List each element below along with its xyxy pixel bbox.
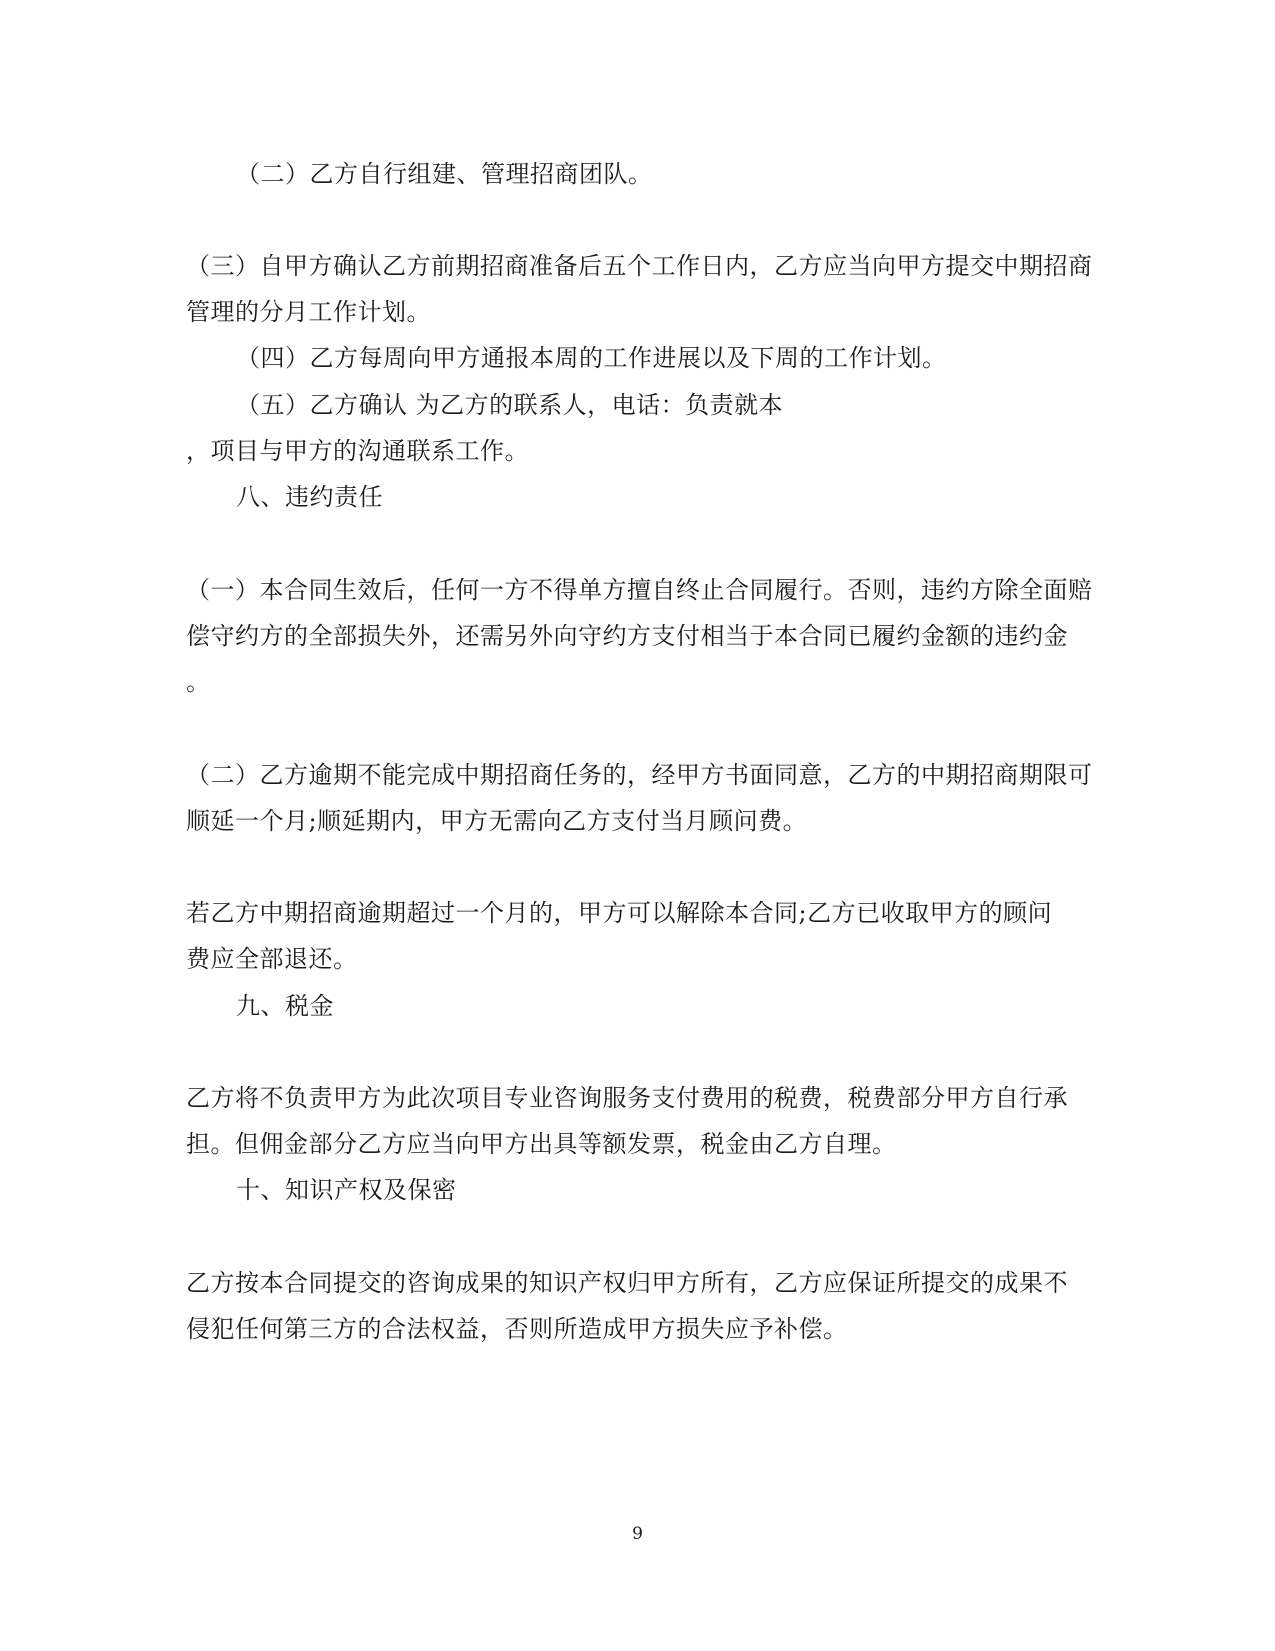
- clause-8-2-line-1: （二）乙方逾期不能完成中期招商任务的，经甲方书面同意，乙方的中期招商期限可: [186, 761, 1093, 789]
- clause-9-line-1: 乙方将不负责甲方为此次项目专业咨询服务支付费用的税费，税费部分甲方自行承: [186, 1084, 1068, 1112]
- clause-7-2: （二）乙方自行组建、管理招商团队。: [236, 160, 653, 188]
- clause-8-3-line-1: 若乙方中期招商逾期超过一个月的，甲方可以解除本合同;乙方已收取甲方的顾问: [186, 899, 1053, 927]
- clause-7-3-line-1: （三）自甲方确认乙方前期招商准备后五个工作日内，乙方应当向甲方提交中期招商: [186, 252, 1093, 280]
- clause-7-5-line-2: ，项目与甲方的沟通联系工作。: [186, 437, 529, 465]
- section-heading-8: 八、违约责任: [236, 483, 383, 511]
- clause-9-line-2: 担。但佣金部分乙方应当向甲方出具等额发票，税金由乙方自理。: [186, 1130, 897, 1158]
- clause-7-4: （四）乙方每周向甲方通报本周的工作进展以及下周的工作计划。: [236, 344, 947, 372]
- clause-7-3-line-2: 管理的分月工作计划。: [186, 298, 431, 326]
- clause-10-line-2: 侵犯任何第三方的合法权益，否则所造成甲方损失应予补偿。: [186, 1315, 848, 1343]
- section-heading-9: 九、税金: [236, 992, 334, 1020]
- clause-8-1-line-3: 。: [186, 668, 211, 696]
- clause-8-3-line-2: 费应全部退还。: [186, 945, 358, 973]
- clause-8-1-line-1: （一）本合同生效后，任何一方不得单方擅自终止合同履行。否则，违约方除全面赔: [186, 576, 1093, 604]
- clause-7-5-line-1: （五）乙方确认 为乙方的联系人，电话：负责就本: [236, 391, 784, 419]
- page-number: 9: [632, 1524, 643, 1544]
- clause-10-line-1: 乙方按本合同提交的咨询成果的知识产权归甲方所有，乙方应保证所提交的成果不: [186, 1269, 1068, 1297]
- clause-8-2-line-2: 顺延一个月;顺延期内，甲方无需向乙方支付当月顾问费。: [186, 807, 808, 835]
- section-heading-10: 十、知识产权及保密: [236, 1176, 457, 1204]
- clause-8-1-line-2: 偿守约方的全部损失外，还需另外向守约方支付相当于本合同已履约金额的违约金: [186, 622, 1068, 650]
